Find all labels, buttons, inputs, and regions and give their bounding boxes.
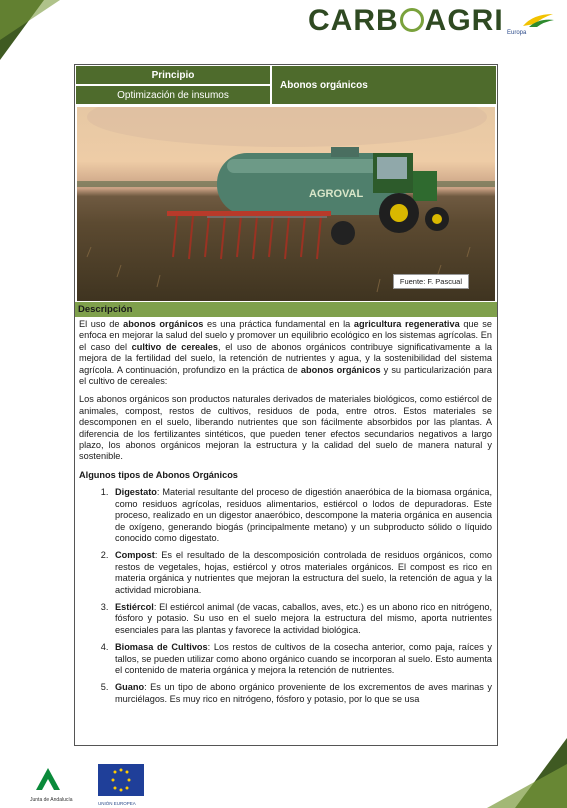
list-item-term: Compost — [115, 550, 155, 561]
bold-term: abonos orgánicos — [300, 364, 381, 375]
types-list — [79, 487, 492, 705]
leaf-logo-icon — [521, 12, 555, 28]
junta-andalucia-text: Junta de Andalucía — [30, 797, 73, 803]
logo-text-left: CARB — [308, 4, 399, 37]
tank-text: AGROVAL — [309, 188, 364, 200]
sheet-header-table — [75, 65, 497, 105]
practice-sheet — [74, 64, 498, 746]
text-run: y su particularización para el cultivo de cereales: — [79, 364, 492, 387]
eu-footer-logo — [98, 764, 144, 806]
logo-text-right: AGRI — [424, 4, 504, 37]
field-photo — [77, 107, 495, 301]
carboagri-logo — [308, 4, 504, 38]
list-item — [111, 487, 492, 544]
practice-title: Abonos orgánicos — [271, 65, 497, 105]
eu-top-logo — [507, 12, 559, 42]
tractor-tank-illustration — [77, 107, 495, 301]
corner-decoration-top-left-light — [0, 0, 60, 40]
list-item-term: Guano — [115, 682, 145, 693]
list-item-term: Digestato — [115, 487, 157, 498]
corner-decoration-bottom-right-light — [487, 764, 567, 808]
bold-term: agricultura regenerativa — [353, 319, 460, 329]
photo-credit: Fuente: F. Pascual — [393, 274, 469, 289]
types-heading: Algunos tipos de Abonos Orgánicos — [79, 469, 238, 480]
list-item-term: Biomasa de Cultivos — [115, 642, 208, 653]
description-body — [75, 317, 497, 705]
definition-paragraph: Los abonos orgánicos son productos naturales derivados de materiales biológicos, como estiércol de animales, compost, restos de cultivos, residuos de poda, entre otros. Estos materiales se descomponen en el suelo, liberando nutrientes que son fácilmente absorbidos por las plantas. A diferencia de los fertilizantes sintéticos, que pueden tener efectos secundarios negativos a largo plazo, los abonos orgánicos mejoran la estructura y la calidad del suelo de manera natural y sostenible. — [79, 394, 492, 462]
bold-term: abonos orgánicos — [123, 319, 204, 329]
list-item — [111, 642, 492, 676]
text-run: , el uso de abonos orgánicos contribuye significativamente a la mejora de la fertilidad del suelo, la retención de nutrientes y agua, y la sostenibilidad del sistema agrícola. A continuación, profundizo en la práctica de — [79, 341, 492, 375]
list-item-text: : Es un tipo de abono orgánico proveniente de los excrementos de aves marinas y murciélagos. Es muy rico en nitrógeno, fósforo y potasio, por lo que se usa — [115, 682, 492, 704]
list-item-text: : Es el resultado de la descomposición controlada de residuos orgánicos, como restos de vegetales, hojas, estiércol y otros materiales orgánicos. El compost es rico en materia orgánica y nutrientes que mejoran la estructura del suelo, la retención de agua y la actividad microbiana. — [115, 550, 492, 595]
list-item-text: : Los restos de cultivos de la cosecha anterior, como paja, raíces y tallos, se pueden utilizar como abono orgánico cuando se incorporan al suelo. Esto aumenta el contenido de materia orgánica y mejora la retención de nutrientes. — [115, 642, 492, 675]
eu-footer-text: UNIÓN EUROPEA — [98, 801, 136, 806]
principio-label: Principio — [75, 65, 271, 85]
list-item — [111, 602, 492, 636]
section-title-descripcion: Descripción — [75, 302, 497, 317]
text-run: El uso de — [79, 319, 124, 329]
intro-paragraph — [79, 319, 492, 387]
list-item-text: : El estiércol animal (de vacas, caballos, aves, etc.) es un abono rico en nitrógeno, fósforo y potasio. Su uso en el suelo mejora la estructura del mismo, aporta nutrientes esenciales para las plantas y favorece la actividad biológica. — [115, 601, 492, 635]
text-run: que se enfoca en mejorar la salud del suelo y promover un equilibrio ecológico en los sistemas agrícolas. En el caso del — [79, 319, 492, 352]
list-item — [111, 682, 492, 705]
eu-top-text: Europa — [507, 30, 527, 36]
list-item-text: : Material resultante del proceso de digestión anaeróbica de la biomasa orgánica, como residuos agrícolas, residuos alimentarios, estiércol o lodos de depuradoras. Este proceso, realizado en un digestor anaeróbico, descompone la materia orgánica en ausencia de oxígeno, generando biogás (principalmente metano) y un subproducto sólido o líquido conocido como digestato. — [115, 487, 492, 543]
list-item-term: Estiércol — [115, 601, 154, 612]
logo-leaf-icon — [400, 8, 424, 32]
eu-flag-icon — [98, 764, 144, 796]
principio-value: Optimización de insumos — [75, 85, 271, 105]
bold-term: cultivo de cereales — [131, 341, 219, 352]
junta-andalucia-icon — [30, 766, 66, 792]
list-item — [111, 550, 492, 596]
junta-andalucia-logo — [30, 766, 73, 803]
text-run: es una práctica fundamental en la — [203, 319, 354, 329]
